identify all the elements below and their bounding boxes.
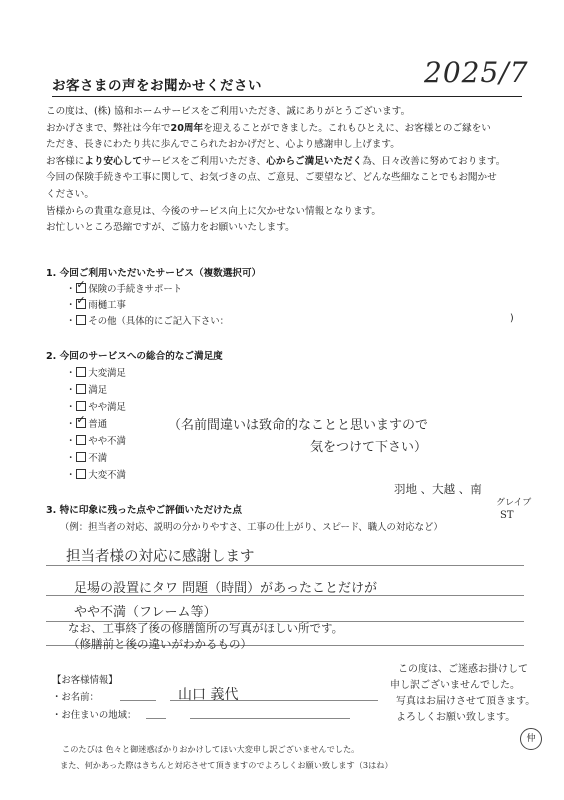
seal-stamp-icon: 仲 bbox=[520, 728, 542, 750]
checkbox[interactable] bbox=[76, 401, 86, 411]
intro-line: 皆様からの貴重な意見は、今後のサービス向上に欠かせない情報となります。 bbox=[46, 205, 382, 217]
bottom-handwritten-note: このたびは 色々と御迷惑ばかりおかけしてほい大変申し訳ございませんでした。 bbox=[62, 744, 360, 754]
checkbox[interactable] bbox=[76, 413, 86, 428]
checkbox[interactable] bbox=[76, 384, 86, 394]
area-field-line bbox=[146, 718, 166, 719]
company-reply-handwritten: この度は、ご迷惑お掛けして bbox=[398, 664, 528, 675]
staff-note-handwritten: グレイブ bbox=[496, 498, 532, 508]
staff-note-handwritten: ST bbox=[500, 510, 514, 521]
q2-option[interactable]: ・ 大変不満 bbox=[66, 470, 126, 481]
intro-line: お客様により安心してサービスをご利用いただき、心からご満足いただく為、日々改善に努めております。 bbox=[46, 155, 506, 167]
q1-close-paren: ) bbox=[510, 313, 514, 324]
checkbox[interactable] bbox=[76, 469, 86, 479]
q2-option[interactable]: ・ 大変満足 bbox=[66, 368, 126, 379]
q3-subtitle: （例：担当者の対応、説明の分かりやすさ、工事の仕上がり、スピード、職人の対応など） bbox=[60, 522, 443, 533]
intro-line: お忙しいところ恐縮ですが、ご協力をお願いいたします。 bbox=[46, 222, 295, 234]
customer-info-header: 【お客様情報】 bbox=[52, 675, 118, 686]
company-reply-handwritten: 申し訳ございませんでした。 bbox=[390, 680, 520, 691]
area-label: ・お住まいの地域： bbox=[52, 710, 137, 721]
q2-handwritten-comment: （名前間違いは致命的なことと思いますので bbox=[168, 418, 429, 433]
check-mark-icon: ✓ bbox=[76, 413, 86, 426]
company-reply-handwritten: 写真はお届けさせて頂きます。 bbox=[396, 696, 536, 707]
checkbox[interactable] bbox=[76, 367, 86, 377]
q3-handwritten-answer: やや不満（フレーム等） bbox=[74, 605, 217, 620]
q1-option-other[interactable]: ・ その他（具体的にご記入下さい： bbox=[66, 316, 230, 327]
q3-handwritten-answer: （修膳前と後の違いがわかるもの） bbox=[68, 637, 252, 651]
intro-line: ただき、長きにわたり共に歩んでこられたおかげだと、心より感謝申し上げます。 bbox=[46, 139, 400, 151]
intro-line: おかげさまで、弊社は今年で20周年を迎えることができました。これもひとえに、お客様とのご縁をい bbox=[46, 122, 491, 134]
handwritten-date: 2025/7 bbox=[424, 56, 529, 89]
intro-line: 今回の保険手続きや工事に関して、お気づきの点、ご意見、ご要望など、どんな些細なことでもお聞かせ bbox=[46, 172, 497, 184]
checkbox[interactable] bbox=[76, 435, 86, 445]
check-mark-icon: ✓ bbox=[76, 278, 86, 291]
q2-option-checked[interactable]: ・ ✓ 普通 bbox=[66, 413, 108, 430]
intro-text bbox=[46, 104, 526, 237]
company-reply-handwritten: よろしくお願い致します。 bbox=[396, 712, 516, 723]
bottom-handwritten-note: また、何かあった際はきちんと対応させて頂きますのでよろしくお願い致します（3はね） bbox=[60, 760, 393, 770]
staff-names-handwritten: 羽地 、大越 、南 bbox=[394, 482, 482, 496]
q1-title: 1. 今回ご利用いただいたサービス（複数選択可） bbox=[46, 268, 262, 279]
checkbox[interactable] bbox=[76, 315, 86, 325]
q3-handwritten-answer: 担当者様の対応に感謝します bbox=[66, 549, 255, 565]
name-field-line bbox=[120, 700, 156, 701]
q3-title: 3. 特に印象に残った点やご評価いただけた点 bbox=[46, 505, 242, 516]
intro-line: この度は、(株) 協和ホームサービスをご利用いただき、誠にありがとうございます。 bbox=[46, 106, 411, 117]
q2-option[interactable]: ・ 満足 bbox=[66, 385, 108, 396]
checkbox[interactable] bbox=[76, 452, 86, 462]
q2-title: 2. 今回のサービスへの総合的なご満足度 bbox=[46, 351, 223, 362]
checkbox[interactable] bbox=[76, 278, 86, 293]
q3-handwritten-answer: なお、工事終了後の修膳箇所の写真がほしい所です。 bbox=[68, 621, 344, 635]
q3-handwritten-answer: 足場の設置にタワ 問題（時間）があったことだけが bbox=[74, 581, 378, 596]
intro-line: ください。 bbox=[46, 188, 94, 200]
check-mark-icon: ✓ bbox=[76, 294, 86, 307]
checkbox[interactable] bbox=[76, 294, 86, 309]
q2-option[interactable]: ・ やや満足 bbox=[66, 402, 126, 413]
title-underline bbox=[52, 96, 522, 97]
name-handwritten: 山口 義代 bbox=[178, 687, 239, 703]
q1-option-gutter[interactable]: ・ ✓ 雨樋工事 bbox=[66, 294, 126, 311]
q2-handwritten-comment: 気をつけて下さい） bbox=[310, 440, 428, 455]
q1-option-insurance[interactable]: ・ ✓ 保険の手続きサポート bbox=[66, 278, 183, 295]
form-title: お客さまの声をお聞かせください bbox=[52, 78, 262, 94]
name-label: ・お名前： bbox=[52, 692, 99, 703]
area-field-line[interactable] bbox=[190, 718, 350, 719]
q2-option[interactable]: ・ 不満 bbox=[66, 453, 108, 464]
q2-option[interactable]: ・ やや不満 bbox=[66, 436, 126, 447]
